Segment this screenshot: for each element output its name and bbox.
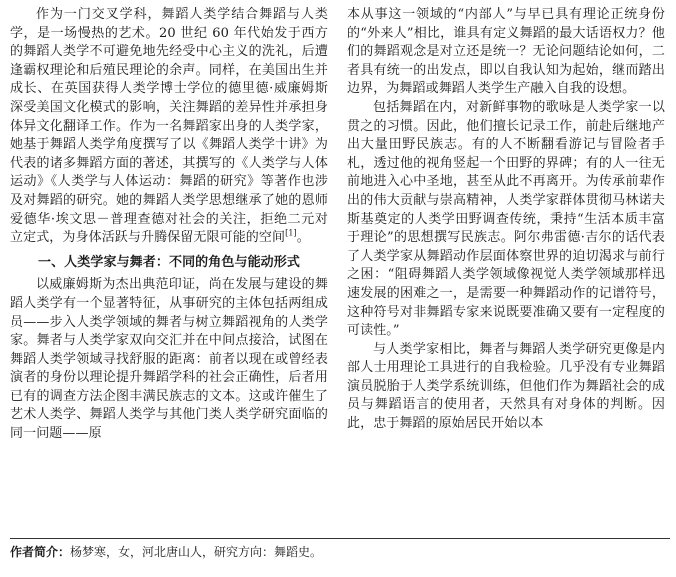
body-paragraph: 包括舞蹈在内，对新鲜事物的歌咏是人类学家一以贯之的习惯。因此，他们擅长记录工作，前赴后继地产出大量田野民族志。有的人不断翻看游记与冒险者手札，透过他的视角竖起一个田野的界碑；有的人一往无前地进入心中圣地，甚至从此不再离开。为传承前辈作出的伟大贡献与崇高精神，人类学家群体贯彻马林诺夫斯基奠定的人类学田野调查传统，秉持“生活本质丰富于理论”的思想撰写民族志。阿尔弗雷德·吉尔的话代表了人类学家从舞蹈动作层面体察世界的迫切渴求与前行之困：“阻碍舞蹈人类学领域像视觉人类学领域那样迅速发展的困难之一，是需要一种舞蹈动作的记谱符号，这种符号对非舞蹈专家来说既要准确又要有一定程度的可读性。” — [347, 99, 665, 339]
body-paragraph-continued: 本从事这一领域的“内部人”与早已具有理论正统身份的“外来人”相比，谁具有定义舞蹈的最大话语权力？他们的舞蹈观念是对立还是统一？无论问题结论如何，二者具有统一的出发点，即以自我认知为起始，继而踏出边界，为舞蹈或舞蹈人类学生产融入自我的设想。 — [347, 7, 665, 97]
right-column — [347, 6, 665, 434]
footnote-text: 杨梦寒，女，河北唐山人，研究方向：舞蹈史。 — [70, 545, 323, 559]
left-column — [10, 6, 328, 444]
body-paragraph: 与人类学家相比，舞者与舞蹈人类学研究更像是内部人士用理论工具进行的自我检验。几乎没有专业舞蹈演员脱胎于人类学系统训练，但他们作为舞蹈社会的成员与舞蹈语言的使用者，天然具有对身体的判断。因此，忠于舞蹈的原始居民开始以本 — [347, 341, 665, 432]
section-heading: 一、人类学家与舞者：不同的角色与能动形式 — [37, 254, 300, 270]
author-footnote — [10, 538, 670, 560]
intro-paragraph: 作为一门交叉学科，舞蹈人类学结合舞蹈与人类学，是一场慢热的艺术。20 世纪 60 年代始发于西方的舞蹈人类学不可避免地先经受中心主义的洗礼，后遭逢霸权理论和后殖民理论的余声。同样，在美国出生并成长、在英国获得人类学博士学位的德里德·威廉姆斯深受美国文化模式的影响，关注舞蹈的差异性并承担身体异文化翻译工作。作为一名舞蹈家出身的人类学家，她基于舞蹈人类学角度撰写了以《舞蹈人类学十讲》为代表的诸多舞蹈方面的著述，其撰写的《人类学与人体运动》《人类学与人体运动：舞蹈的研究》等著作也涉及对舞蹈的研究。她的舞蹈人类学思想继承了她的恩师爱德华·埃文思－普理查德对社会的关注，拒绝二元对立定式，为身体活跃与升腾保留无限可能的空间[1]。 — [10, 7, 328, 246]
reference-marker[interactable]: [1] — [285, 228, 297, 238]
body-paragraph: 以威廉姆斯为杰出典范印证，尚在发展与建设的舞蹈人类学有一个显著特征，从事研究的主体包括两组成员——步入人类学领域的舞者与树立舞蹈视角的人类学家。舞者与人类学家双向交汇并在中间点接洽，试图在舞蹈人类学领域寻找舒服的距离：前者以现在或曾经表演者的身份以理论提升舞蹈学科的社会正确性，后者用已有的调查方法企图丰满民族志的文本。这或许催生了艺术人类学、舞蹈人类学与其他门类人类学研究面临的同一问题——原 — [10, 277, 328, 442]
footnote-label: 作者简介： — [10, 545, 71, 559]
